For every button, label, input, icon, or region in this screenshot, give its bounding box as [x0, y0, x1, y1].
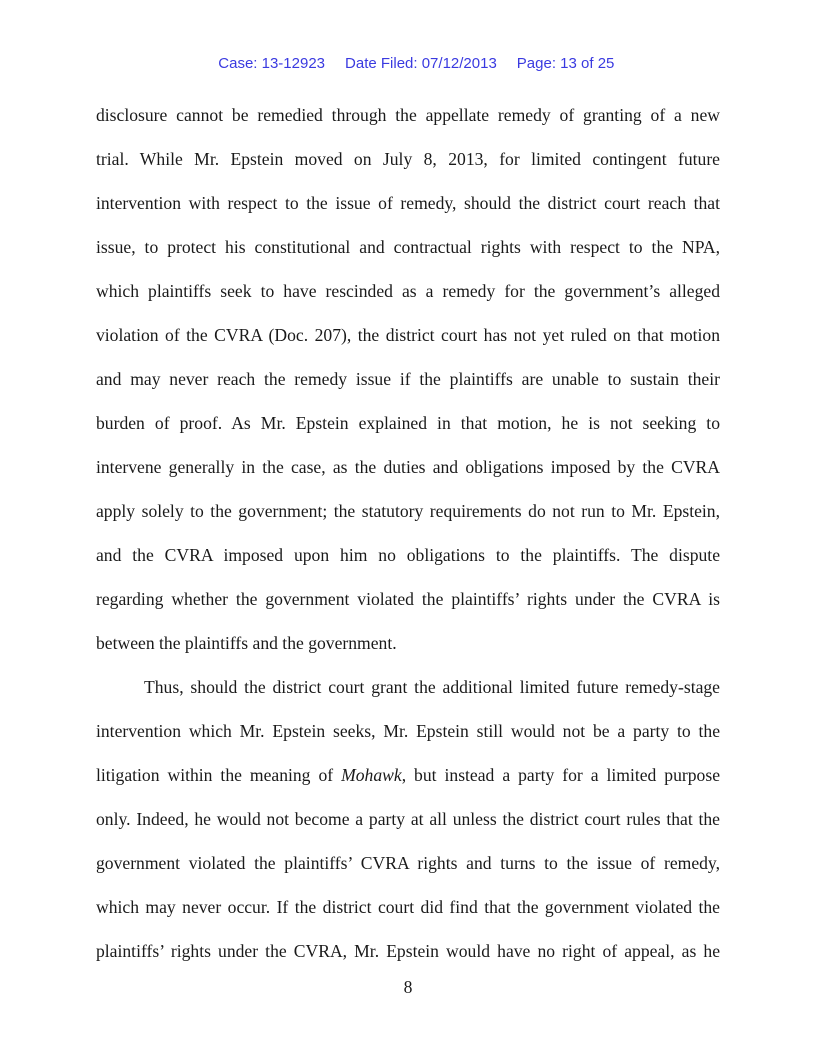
text-fragment: , but instead a party for a limited purpose: [401, 765, 721, 785]
text-fragment: litigation within the meaning of: [96, 765, 342, 785]
text-line: [96, 753, 720, 797]
case-number: Case: 13-12923: [218, 55, 326, 72]
text-line: disclosure cannot be remedied through the appellate remedy of granting of a new: [96, 105, 720, 125]
text-line: plaintiffs’ rights under the CVRA, Mr. Epstein would have no right of appeal, as he: [96, 941, 720, 961]
text-line: between the plaintiffs and the government.: [96, 633, 397, 653]
court-filing-header: [0, 38, 816, 89]
text-line: government violated the plaintiffs’ CVRA rights and turns to the issue of remedy,: [96, 853, 720, 873]
paragraph-1: [96, 93, 720, 665]
text-line: and the CVRA imposed upon him no obligations to the plaintiffs. The dispute: [96, 545, 720, 565]
case-citation-italic: Mohawk: [341, 765, 402, 785]
text-line: only. Indeed, he would not become a party at all unless the district court rules that the: [96, 809, 720, 829]
text-line: violation of the CVRA (Doc. 207), the district court has not yet ruled on that motion: [96, 325, 720, 345]
text-line: which may never occur. If the district court did find that the government violated the: [96, 897, 720, 917]
text-line: issue, to protect his constitutional and contractual rights with respect to the NPA,: [96, 237, 720, 257]
text-line: regarding whether the government violated the plaintiffs’ rights under the CVRA is: [96, 589, 720, 609]
document-body: [96, 93, 720, 973]
text-line: intervention with respect to the issue of remedy, should the district court reach that: [96, 193, 720, 213]
text-line: intervention which Mr. Epstein seeks, Mr. Epstein still would not be a party to the: [96, 721, 720, 741]
text-line: intervene generally in the case, as the duties and obligations imposed by the CVRA: [96, 457, 720, 477]
text-line: trial. While Mr. Epstein moved on July 8, 2013, for limited contingent future: [96, 149, 720, 169]
date-filed: Date Filed: 07/12/2013: [345, 55, 497, 72]
text-line: apply solely to the government; the statutory requirements do not run to Mr. Epstein,: [96, 501, 720, 521]
text-line: Thus, should the district court grant the additional limited future remedy-stage: [144, 677, 720, 697]
paragraph-2: [96, 665, 720, 973]
text-line: burden of proof. As Mr. Epstein explained in that motion, he is not seeking to: [96, 413, 720, 433]
text-line: and may never reach the remedy issue if the plaintiffs are unable to sustain their: [96, 369, 720, 389]
text-line: which plaintiffs seek to have rescinded as a remedy for the government’s alleged: [96, 281, 720, 301]
page-number: 8: [403, 977, 413, 997]
page-indicator: Page: 13 of 25: [516, 55, 615, 72]
